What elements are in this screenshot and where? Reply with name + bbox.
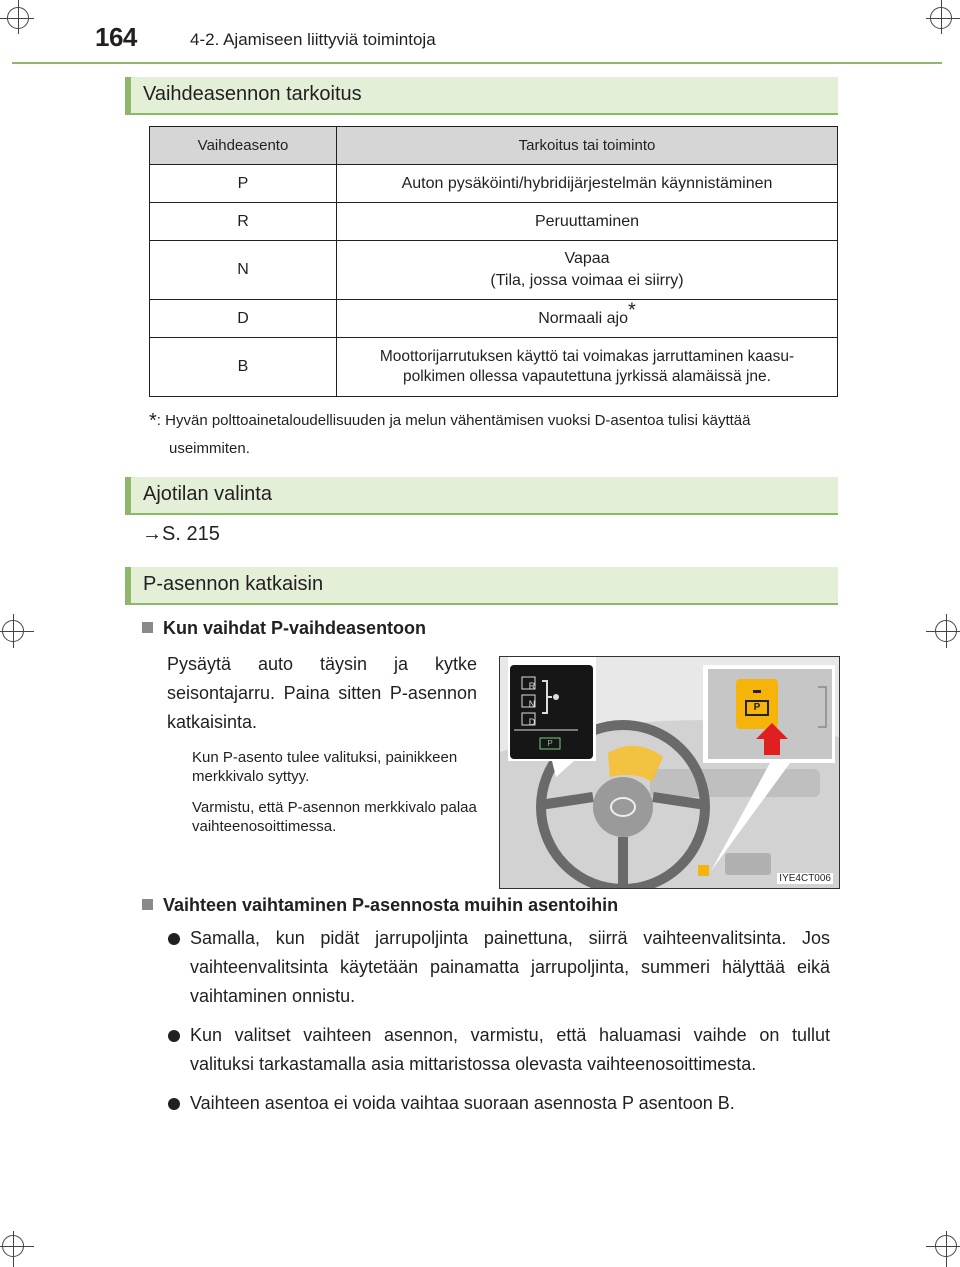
footnote-marker: * [628, 299, 636, 322]
indicator-letters [524, 677, 540, 731]
section-title: Vaihdeasennon tarkoitus [143, 83, 362, 105]
table-header-row [150, 127, 838, 165]
list-item-text: Kun valitset vaihteen asennon, varmistu, että haluamasi vaihde on tullut valituksi tarkastamalla asia mittaristossa olevasta vaihteenosoittimesta. [190, 1025, 830, 1074]
header-divider [12, 62, 942, 64]
list-item [165, 1021, 830, 1079]
footnote-star: * [149, 410, 157, 432]
gear-cell: D [150, 300, 337, 338]
section-accent-bar [125, 567, 131, 605]
subheading-text: Kun vaihdat P-vaihdeasentoon [163, 618, 427, 638]
gear-position-table [149, 126, 838, 397]
crop-mark-top-right [920, 0, 960, 40]
section-accent-bar [125, 77, 131, 115]
crop-mark-mid-right [920, 612, 960, 652]
section-title: P-asennon katkaisin [143, 573, 324, 595]
footnote-text: Hyvän polttoainetaloudellisuuden ja melun vähentämisen vuoksi D-asentoa tulisi käyttää [165, 412, 751, 429]
table-row [150, 338, 838, 397]
dashboard-illustration [499, 656, 840, 889]
gear-cell: P [150, 165, 337, 203]
crop-mark-bottom-left [0, 1227, 40, 1267]
purpose-cell: Auton pysäköinti/hybridijärjestelmän käynnistäminen [337, 165, 838, 203]
table-footnote [149, 407, 751, 462]
bullet-dot-icon [168, 1030, 180, 1042]
purpose-text: Normaali ajo [538, 309, 628, 327]
crop-mark-bottom-right [920, 1227, 960, 1267]
gear-cell: N [150, 241, 337, 300]
list-item [165, 1089, 830, 1118]
purpose-line: Moottorijarrutuksen käyttö tai voimakas jarruttaminen kaasu- [379, 348, 795, 365]
square-bullet-icon [142, 622, 153, 633]
indicator-letter: D [528, 717, 536, 727]
table-row [150, 300, 838, 338]
arrow-right-icon: → [142, 523, 162, 545]
purpose-line: (Tila, jossa voimaa ei siirry) [490, 272, 684, 289]
bullet-dot-icon [168, 933, 180, 945]
instruction-paragraph: Pysäytä auto täysin ja kytke seisontajarru. Paina sitten P-asennon katkaisinta. [167, 654, 477, 732]
section-accent-bar [125, 477, 131, 515]
p-indicator-label: P [547, 739, 553, 748]
gear-cell: B [150, 338, 337, 397]
reference-text: S. 215 [162, 523, 220, 545]
subheading-shift-to-p [142, 618, 426, 639]
dashboard-drawing [500, 657, 839, 888]
list-item-text: Samalla, kun pidät jarrupoljinta painettuna, siirrä vaihteenvalitsinta. Jos vaihteenvalitsinta käytetään painamatta jarrupoljinta, summeri hälyttää eikä vaihtaminen onnistu. [190, 928, 830, 1006]
purpose-cell [337, 338, 838, 397]
page-number: 164 [95, 22, 137, 52]
section-title: Ajotilan valinta [143, 483, 272, 505]
table-row [150, 203, 838, 241]
list-item-text: Vaihteen asentoa ei voida vaihtaa suoraan asennosta P asentoon B. [190, 1093, 735, 1113]
footnote-text-continued: useimmiten. [169, 440, 250, 457]
purpose-cell [337, 300, 838, 338]
indicator-letter: N [528, 699, 536, 709]
p-switch-label: P [753, 702, 761, 713]
crop-mark-mid-left [0, 612, 40, 652]
column-header-purpose: Tarkoitus tai toiminto [337, 127, 838, 165]
section-heading-p-switch [125, 567, 838, 605]
gear-cell: R [150, 203, 337, 241]
section-heading-drive-mode [125, 477, 838, 515]
square-bullet-icon [142, 899, 153, 910]
table-row [150, 241, 838, 300]
crop-mark-top-left [0, 0, 40, 40]
note-indicator-on: Kun P-asento tulee valituksi, painikkeen merkkivalo syttyy. [192, 749, 458, 785]
subheading-text: Vaihteen vaihtaminen P-asennosta muihin asentoihin [163, 895, 619, 915]
column-header-gear: Vaihdeasento [150, 127, 337, 165]
footnote-colon: : [156, 412, 161, 429]
purpose-cell: Peruuttaminen [337, 203, 838, 241]
bullet-dot-icon [168, 1098, 180, 1110]
note-verify-indicator: Varmistu, että P-asennon merkkivalo palaa vaihteenosoittimessa. [192, 799, 477, 835]
figure-code: IYE4CT006 [779, 873, 831, 884]
purpose-line: polkimen ollessa vapautettuna jyrkissä alamäissä jne. [403, 368, 771, 385]
indicator-letter: R [528, 681, 536, 691]
bullet-list [165, 924, 830, 1128]
purpose-line: Vapaa [564, 250, 610, 267]
table-row [150, 165, 838, 203]
purpose-cell [337, 241, 838, 300]
page-reference [142, 523, 220, 546]
subheading-shift-from-p [142, 895, 618, 916]
section-heading-gear-purpose [125, 77, 838, 115]
list-item [165, 924, 830, 1011]
chapter-title: 4-2. Ajamiseen liittyviä toimintoja [190, 30, 436, 49]
